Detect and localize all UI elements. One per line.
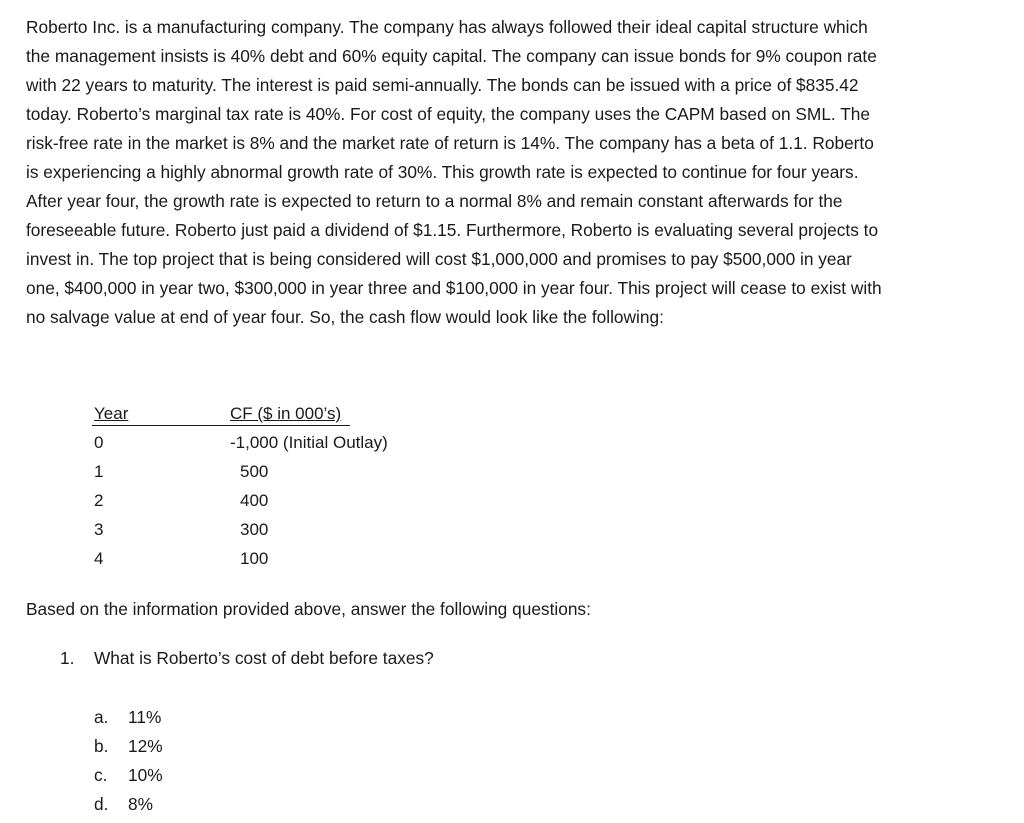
option-value: 8% (128, 794, 153, 814)
table-header-rule (92, 425, 350, 426)
table-cell-cf: 100 (240, 549, 269, 568)
paragraph-line: risk-free rate in the market is 8% and the market rate of return is 14%. The company has a beta of 1.1. Roberto (26, 133, 874, 153)
table-cell-year: 3 (94, 520, 104, 539)
table-cell-cf: 500 (240, 462, 269, 481)
table-header-year: Year (94, 404, 129, 423)
paragraph-line: no salvage value at end of year four. So, the cash flow would look like the following: (26, 307, 664, 327)
table-cell-year: 1 (94, 462, 104, 481)
paragraph-line: is experiencing a highly abnormal growth rate of 30%. This growth rate is expected to continue for four years. (26, 162, 859, 182)
paragraph-line: with 22 years to maturity. The interest is paid semi-annually. The bonds can be issued with a price of $835.42 (26, 75, 859, 95)
question-number: 1. (60, 648, 75, 668)
option-letter: b. (94, 736, 109, 756)
paragraph-line: foreseeable future. Roberto just paid a dividend of $1.15. Furthermore, Roberto is evaluating several projects to (26, 220, 879, 240)
table-cell-cf: 300 (240, 520, 269, 539)
paragraph-line: one, $400,000 in year two, $300,000 in year three and $100,000 in year four. This project will cease to exist with (26, 278, 882, 298)
option-value: 11% (128, 707, 162, 727)
table-cell-cf: -1,000 (Initial Outlay) (230, 433, 388, 452)
paragraph-line: invest in. The top project that is being considered will cost $1,000,000 and promises to pay $500,000 in year (26, 249, 852, 269)
table-cell-year: 0 (94, 433, 104, 452)
paragraph-line: Roberto Inc. is a manufacturing company. The company has always followed their ideal capital structure which (26, 17, 868, 37)
table-cell-cf: 400 (240, 491, 269, 510)
option-value: 10% (128, 765, 163, 785)
question-text: What is Roberto’s cost of debt before taxes? (94, 648, 434, 668)
table-cell-year: 2 (94, 491, 104, 510)
questions-intro: Based on the information provided above, answer the following questions: (26, 599, 591, 619)
option-letter: d. (94, 794, 109, 814)
option-letter: a. (94, 707, 109, 727)
paragraph-line: After year four, the growth rate is expected to return to a normal 8% and remain constant afterwards for the (26, 191, 843, 211)
paragraph-line: the management insists is 40% debt and 60% equity capital. The company can issue bonds for 9% coupon rate (26, 46, 877, 66)
option-value: 12% (128, 736, 163, 756)
table-cell-year: 4 (94, 549, 104, 568)
table-header-cf: CF ($ in 000’s) (230, 404, 342, 423)
paragraph-line: today. Roberto’s marginal tax rate is 40%. For cost of equity, the company uses the CAPM based on SML. The (26, 104, 871, 124)
option-letter: c. (94, 765, 108, 785)
